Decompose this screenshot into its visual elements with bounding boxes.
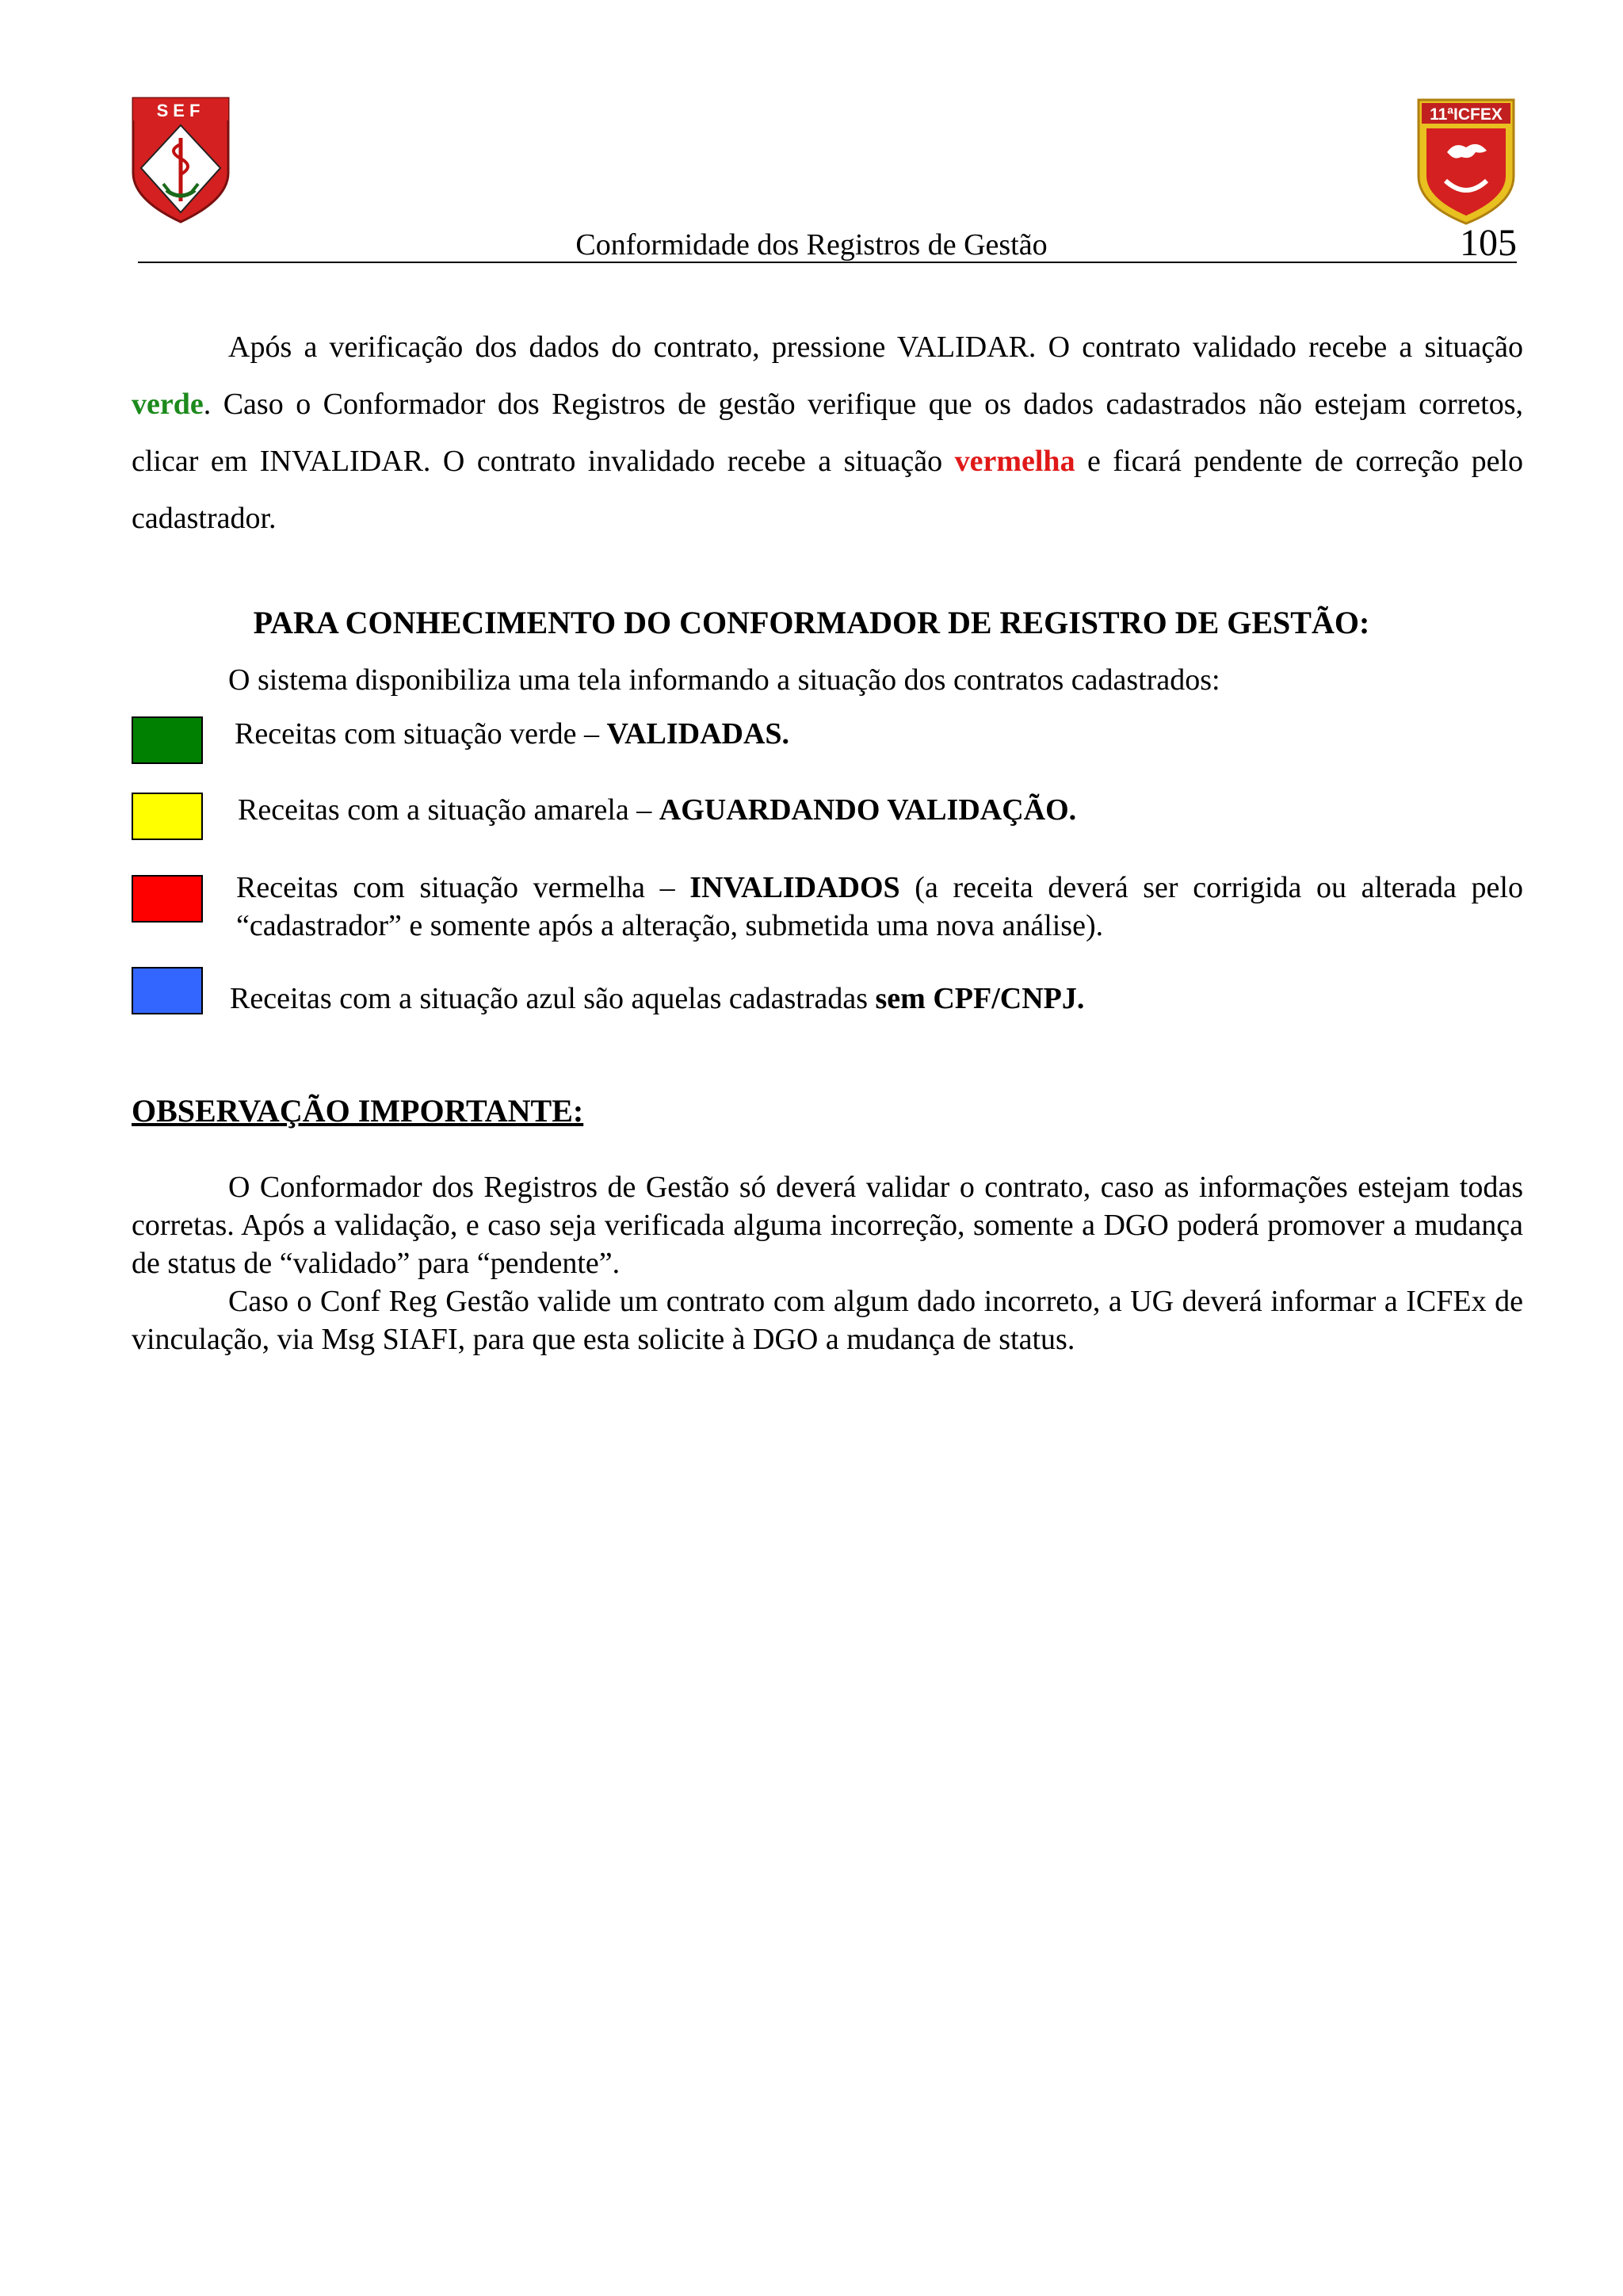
green-highlight: verde bbox=[132, 388, 204, 421]
red-highlight: vermelha bbox=[954, 445, 1075, 478]
svg-text:SEF: SEF bbox=[156, 101, 205, 120]
legend-label: Receitas com a situação azul são aquelas cadastradas bbox=[230, 982, 876, 1015]
legend-red-text bbox=[236, 869, 1523, 945]
observation-paragraph-1: O Conformador dos Registros de Gestão só deverá validar o contrato, caso as informações estejam todas corretas. Após a validação, e caso seja verificada alguma incorreção, somente a DGO poderá promover a mudança de status de “validado” para “pendente”. bbox=[132, 1171, 1523, 1280]
observation-paragraph-2: Caso o Conf Reg Gestão valide um contrato com algum dado incorreto, a UG deverá informar a ICFEx de vinculação, via Msg SIAFI, para que esta solicite à DGO a mudança de status. bbox=[132, 1285, 1523, 1356]
blue-status-swatch bbox=[132, 967, 203, 1014]
green-status-swatch bbox=[132, 716, 203, 764]
legend-label: Receitas com situação vermelha – bbox=[236, 871, 690, 904]
legend-status: AGUARDANDO VALIDAÇÃO. bbox=[659, 793, 1077, 827]
paragraph-text: Após a verificação dos dados do contrato, pressione VALIDAR. O contrato validado recebe a situação bbox=[228, 330, 1523, 364]
paragraph-text: e ficará pendente de correção pelo cadastrador. bbox=[132, 445, 1523, 535]
legend-label: Receitas com situação verde – bbox=[235, 717, 607, 751]
svg-text:11ªICFEX: 11ªICFEX bbox=[1430, 105, 1503, 124]
legend-status: VALIDADAS. bbox=[606, 717, 790, 751]
section-title: PARA CONHECIMENTO DO CONFORMADOR DE REGISTRO DE GESTÃO: bbox=[253, 605, 1370, 640]
legend-blue-text bbox=[230, 980, 1523, 1018]
yellow-status-swatch bbox=[132, 793, 203, 840]
observation-title: OBSERVAÇÃO IMPORTANTE: bbox=[132, 1093, 584, 1129]
paragraph-validation bbox=[132, 319, 1523, 547]
legend-green-text bbox=[235, 715, 1523, 753]
legend-yellow-text bbox=[238, 791, 1523, 829]
legend-status: INVALIDADOS bbox=[689, 871, 900, 904]
paragraph-text: . Caso o Conformador dos Registros de gestão verifique que os dados cadastrados não estejam corretos, clicar em INVALIDAR. O contrato invalidado recebe a situação bbox=[132, 388, 1523, 478]
page-number: 105 bbox=[1460, 222, 1517, 264]
red-status-swatch bbox=[132, 875, 203, 923]
legend-status: sem CPF/CNPJ. bbox=[875, 982, 1085, 1015]
legend-note: (a receita deverá ser corrigida ou alterada pelo “cadastrador” e somente após a alteração, submetida uma nova análise). bbox=[236, 871, 1523, 942]
sef-shield-logo bbox=[132, 97, 230, 223]
legend-label: Receitas com a situação amarela – bbox=[238, 793, 659, 827]
header-rule bbox=[138, 262, 1517, 263]
icfex-shield-logo bbox=[1415, 97, 1517, 227]
header-title: Conformidade dos Registros de Gestão bbox=[575, 228, 1048, 262]
intro-text: O sistema disponibiliza uma tela informando a situação dos contratos cadastrados: bbox=[228, 663, 1220, 697]
